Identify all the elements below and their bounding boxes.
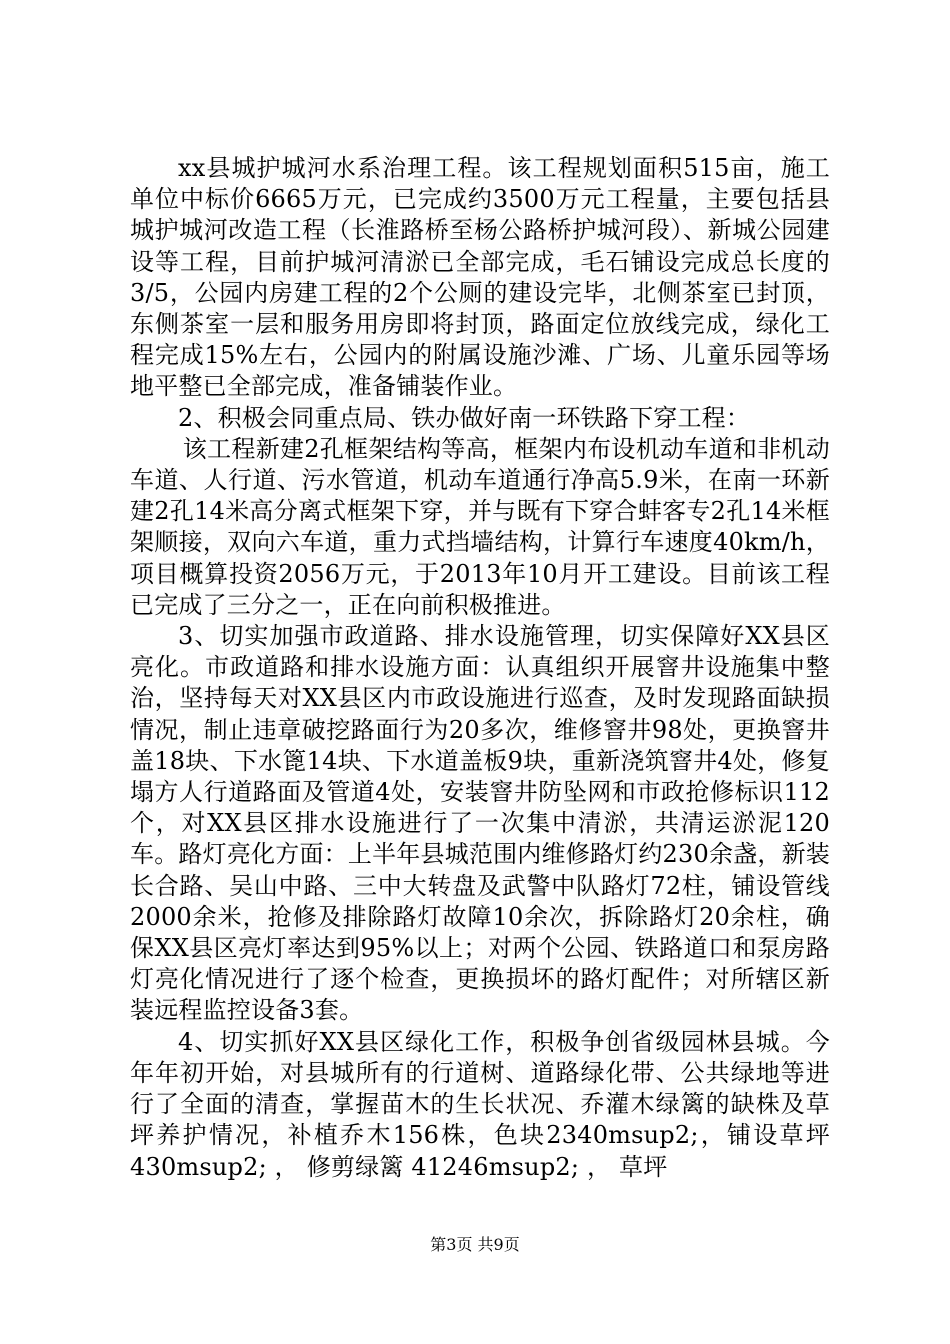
paragraph-heading-railway: 2、积极会同重点局、铁办做好南一环铁路下穿工程：: [178, 403, 751, 432]
page-footer: 第3页 共9页: [430, 1235, 520, 1254]
paragraph-municipal-roads: 3、切实加强市政道路、排水设施管理，切实保障好XX县区亮化。市政道路和排水设施方面：认真组织开展窨井设施集中整治，坚持每天对XX县区内市政设施进行巡查，及时发现路面缺损情况，制止违章破挖路面行为20多次，维修窨井98处，更换窨井盖18块、下水篦14块、下水道盖板9块，重新浇筑窨井4处，修复塌方人行道路面及管道4处，安装窨井防坠网和市政抢修标识112个，对XX县区排水设施进行了一次集中清淤，共清运淤泥120车。路灯亮化方面：上半年县城范围内维修路灯约230余盏，新装长合路、吴山中路、三中大转盘及武警中队路灯72柱，铺设管线2000余米，抢修及排除路灯故障10余次，拆除路灯20余柱，确保XX县区亮灯率达到95%以上；对两个公园、铁路道口和泵房路灯亮化情况进行了逐个检查，更换损坏的路灯配件；对所辖区新装远程监控设备3套。: [130, 622, 830, 1025]
paragraph-greening: 4、切实抓好XX县区绿化工作，积极争创省级园林县城。今年年初开始，对县城所有的行道树、道路绿化带、公共绿地等进行了全面的清查，掌握苗木的生长状况、乔灌木绿篱的缺株及草坪养护情况，补植乔木156株，色块2340msup2;，铺设草坪 430msup2; ， 修剪绿篱 41246msup2; ， 草坪: [130, 1027, 830, 1181]
document-body: [130, 153, 830, 1183]
paragraph-river-project: xx县城护城河水系治理工程。该工程规划面积515亩，施工单位中标价6665万元，已完成约3500万元工程量，主要包括县城护城河改造工程（长淮路桥至杨公路桥护城河段）、新城公园建设等工程，目前护城河清淤已全部完成，毛石铺设完成总长度的3/5，公园内房建工程的2个公厕的建设完毕，北侧茶室已封顶，东侧茶室一层和服务用房即将封顶，路面定位放线完成，绿化工程完成15%左右，公园内的附属设施沙滩、广场、儿童乐园等场地平整已全部完成，准备铺装作业。: [130, 154, 830, 401]
paragraph-railway-project: 该工程新建2孔框架结构等高，框架内布设机动车道和非机动车道、人行道、污水管道，机动车道通行净高5.9米，在南一环新建2孔14米高分离式框架下穿，并与既有下穿合蚌客专2孔14米框架顺接，双向六车道，重力式挡墙结构，计算行车速度40km/h，项目概算投资2056万元，于2013年10月开工建设。目前该工程已完成了三分之一，正在向前积极推进。: [130, 434, 830, 619]
